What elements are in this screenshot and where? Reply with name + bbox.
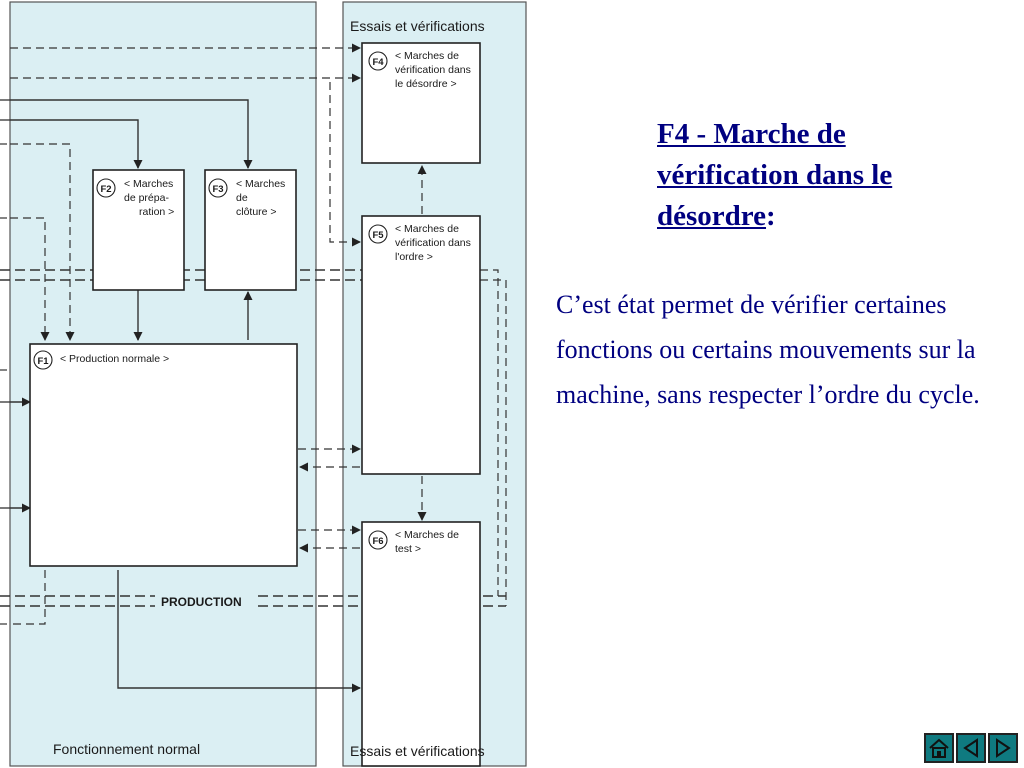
f3-caption-2: de [236, 192, 248, 204]
next-slide-button[interactable] [988, 733, 1018, 763]
box-f1 [30, 344, 297, 566]
f4-caption-3: le désordre > [395, 78, 457, 90]
f5-caption-1: < Marches de [395, 223, 459, 235]
f2-caption-1: < Marches [124, 178, 174, 190]
f5-caption-3: l'ordre > [395, 251, 433, 263]
f6-caption-1: < Marches de [395, 529, 459, 541]
slide-body-text: C’est état permet de vérifier certaines fonctions ou certains mouvements sur la machine, sans respecter l’ordre du cycle. [556, 290, 980, 409]
f6-tag: F6 [372, 536, 384, 547]
f4-tag: F4 [372, 57, 384, 68]
slide-heading-text: F4 - Marche de vérification dans le désordre [657, 118, 893, 232]
f5-tag: F5 [372, 230, 384, 241]
f4-caption-2: vérification dans [395, 64, 471, 76]
slide-heading [657, 114, 977, 237]
previous-slide-button[interactable] [956, 733, 986, 763]
panel-left-title: Fonctionnement normal [53, 741, 201, 757]
slide-heading-colon: : [766, 200, 776, 232]
home-button[interactable] [924, 733, 954, 763]
box-f6 [362, 522, 480, 766]
f1-caption: < Production normale > [60, 353, 170, 365]
f3-caption-3: clôture > [236, 206, 277, 218]
panel-right-title-top: Essais et vérifications [350, 18, 485, 34]
prev-arrow-icon [960, 737, 982, 759]
next-arrow-icon [992, 737, 1014, 759]
f6-caption-2: test > [395, 543, 421, 555]
f3-tag: F3 [212, 184, 224, 195]
f3-caption-1: < Marches [236, 178, 286, 190]
home-icon [927, 736, 951, 760]
f2-caption-2: de prépa- [124, 192, 169, 204]
f5-caption-2: vérification dans [395, 237, 471, 249]
panel-right-title-bottom: Essais et vérifications [350, 743, 485, 759]
f2-tag: F2 [100, 184, 112, 195]
f4-caption-1: < Marches de [395, 50, 459, 62]
slide-navigation [924, 733, 1018, 763]
production-label: PRODUCTION [161, 595, 242, 609]
f2-caption-3: ration > [139, 206, 175, 218]
f1-tag: F1 [37, 356, 49, 367]
